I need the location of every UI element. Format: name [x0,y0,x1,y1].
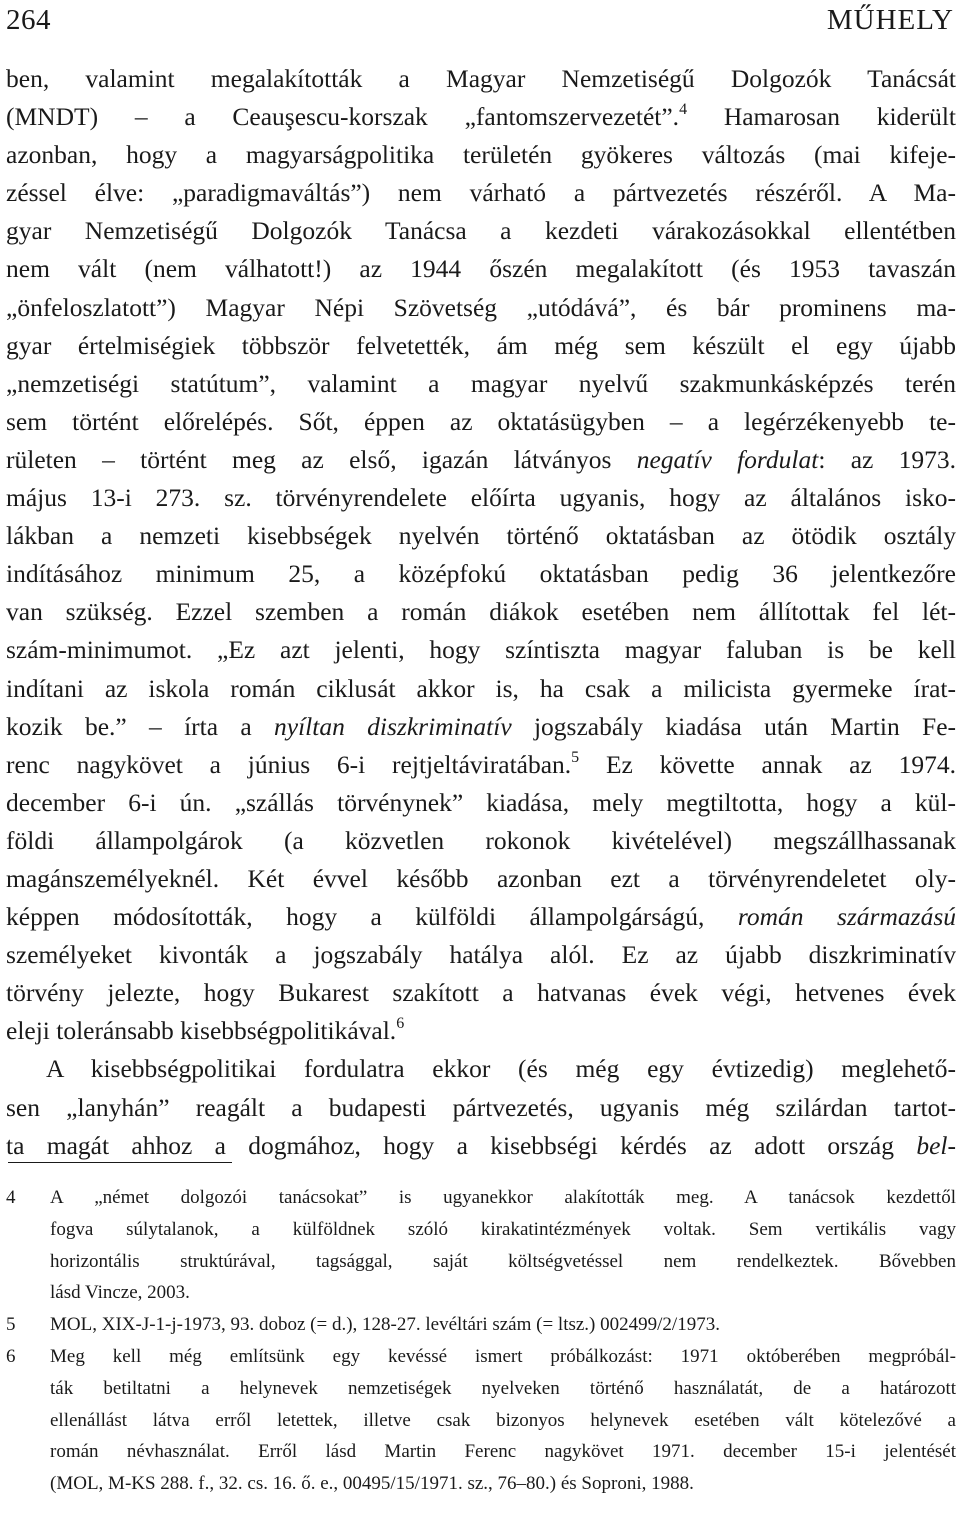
text-line: van szükség. Ezzel szemben a román diákok esetében nem állítottak fel lét- [6,597,956,627]
footnote-ref: 5 [571,748,580,766]
text-line: személyeket kivonták a jogszabály hatálya alól. Ez az újabb diszkriminatív [6,940,956,970]
footnote-4 [6,1182,956,1309]
footnote-number: 6 [6,1345,16,1367]
text-line: szám-minimumot. „Ez azt jelenti, hogy színtiszta magyar faluban is be kell [6,635,956,665]
footnote-line: lásd Vincze, 2003. [50,1282,190,1304]
footnote-ref: 4 [679,101,688,119]
text-line: képpen módosították, hogy a külföldi állampolgárságú, román származású [6,902,956,932]
footnote-number: 4 [6,1187,16,1208]
text-line: nem vált (nem válhatott!) az 1944 őszén megalakított (és 1953 tavaszán [6,254,956,284]
text-line: eleji toleránsabb kisebbségpolitikával.$^6$ [6,1015,405,1046]
text-line: A kisebbségpolitikai fordulatra ekkor (és még egy évtizedig) meglehető- [46,1054,956,1084]
running-head: MŰHELY [826,4,954,36]
page-number: 264 [6,4,51,36]
text-line: (MNDT) – a Ceauşescu-korszak „fantomszervezetét”.$^4$ Hamarosan kiderült [6,101,956,132]
italic-phrase: román származású [737,902,956,932]
text-line: „nemzetiségi statútum”, valamint a magyar nyelvű szakmunkásképzés terén [6,368,956,398]
text-line: december 6-i ún. „szállás törvénynek” kiadása, mely megtiltotta, hogy a kül- [6,787,956,817]
text-line: magánszemélyeknél. Két évvel később azonban ezt a törvényrendeletet oly- [6,863,956,893]
body-text [6,60,956,1165]
text-line: földi állampolgárok (a közvetlen rokonok kivételével) megszállhassanak [6,825,956,855]
text-line: ta magát ahhoz a dogmához, hogy a kisebbségi kérdés az adott ország bel- [6,1130,956,1160]
text-line: rületen – történt meg az első, igazán látványos negatív fordulat: az 1973. [6,444,956,474]
italic-phrase: nyíltan diszkriminatív [274,711,512,741]
text-line: azonban, hogy a magyarságpolitika területén gyökeres változás (mai kifeje- [6,140,956,170]
text-line: május 13-i 273. sz. törvényrendelete előírta ugyanis, hogy az általános isko- [6,483,956,513]
footnote-line: A „német dolgozói tanácsokat” is ugyanekkor alakították meg. A tanácsok kezdettől [50,1187,956,1208]
text-line: törvény jelezte, hogy Bukarest szakított a hatvanas évek végi, hetvenes évek [6,978,956,1008]
footnote-number: 5 [6,1314,16,1336]
paragraph-2 [6,1050,956,1164]
italic-phrase: bel- [916,1130,956,1160]
text-line: gyar értelmiségiek többször felvetették, ám még sem készült el egy újabb [6,330,956,360]
text-line: lákban a nemzeti kisebbségek nyelvén történő oktatásban az ötödik osztály [6,521,956,551]
footnote-line: fogva súlytalanok, a külföldnek szóló kirakatintézmények voltak. Sem vertikális vagy [50,1218,956,1240]
paragraph-1 [6,60,956,1050]
footnote-line: Meg kell még említsünk egy kevéssé ismert próbálkozást: 1971 októberében megpróbál- [50,1345,956,1367]
footnote-line: ellenállást látva erről letettek, illetve csak bizonyos helynevek esetében vált kötelezővé a [50,1409,956,1431]
footnote-5 [6,1309,956,1341]
text-line: renc nagykövet a június 6-i rejtjeltáviratában.$^5$ Ez követte annak az 1974. [6,748,956,779]
footnote-line: MOL, XIX-J-1-j-1973, 93. doboz (= d.), 128-27. levéltári szám (= ltsz.) 002499/2/1973. [50,1314,720,1336]
text-line: „önfeloszlatott”) Magyar Népi Szövetség „utódává”, és bár prominens ma- [6,292,956,322]
text-line: sen „lanyhán” reagált a budapesti pártvezetés, ugyanis még szilárdan tartot- [6,1092,956,1122]
footnote-6 [6,1341,956,1500]
footnote-line: román névhasználat. Erről lásd Martin Ferenc nagykövet 1971. december 15-i jelentését [50,1441,956,1463]
text-line: kozik be.” – írta a nyíltan diszkriminatív jogszabály kiadása után Martin Fe- [6,711,956,741]
text-line: zéssel élve: „paradigmaváltás”) nem várható a pártvezetés részéről. A Ma- [6,178,956,208]
text-line: sem történt előrelépés. Sőt, éppen az oktatásügyben – a legérzékenyebb te- [6,406,956,436]
footnote-line: ták betiltatni a helynevek nemzetiségek nyelveken történő használatát, de a határozott [50,1377,956,1399]
footnotes [6,1182,956,1500]
text-line: ben, valamint megalakították a Magyar Nemzetiségű Dolgozók Tanácsát [6,64,956,93]
footnote-line: horizontális struktúrával, tagsággal, saját költségvetéssel nem rendelkeztek. Bővebben [50,1250,956,1272]
footnote-ref: 6 [396,1015,405,1033]
text-line: indításához minimum 25, a középfokú oktatásban pedig 36 jelentkezőre [6,559,956,589]
page-header [6,4,954,44]
footnote-separator [8,1162,232,1163]
text-line: indítani az iskola román ciklusát akkor is, ha csak a milicista gyermeke írat- [6,673,956,703]
italic-phrase: negatív fordulat [636,444,819,474]
footnote-line: (MOL, M-KS 288. f., 32. cs. 16. ő. e., 00495/15/1971. sz., 76–80.) és Soproni, 1988. [50,1473,694,1495]
text-line: gyar Nemzetiségű Dolgozók Tanácsa a kezdeti várakozásokkal ellentétben [6,216,956,246]
